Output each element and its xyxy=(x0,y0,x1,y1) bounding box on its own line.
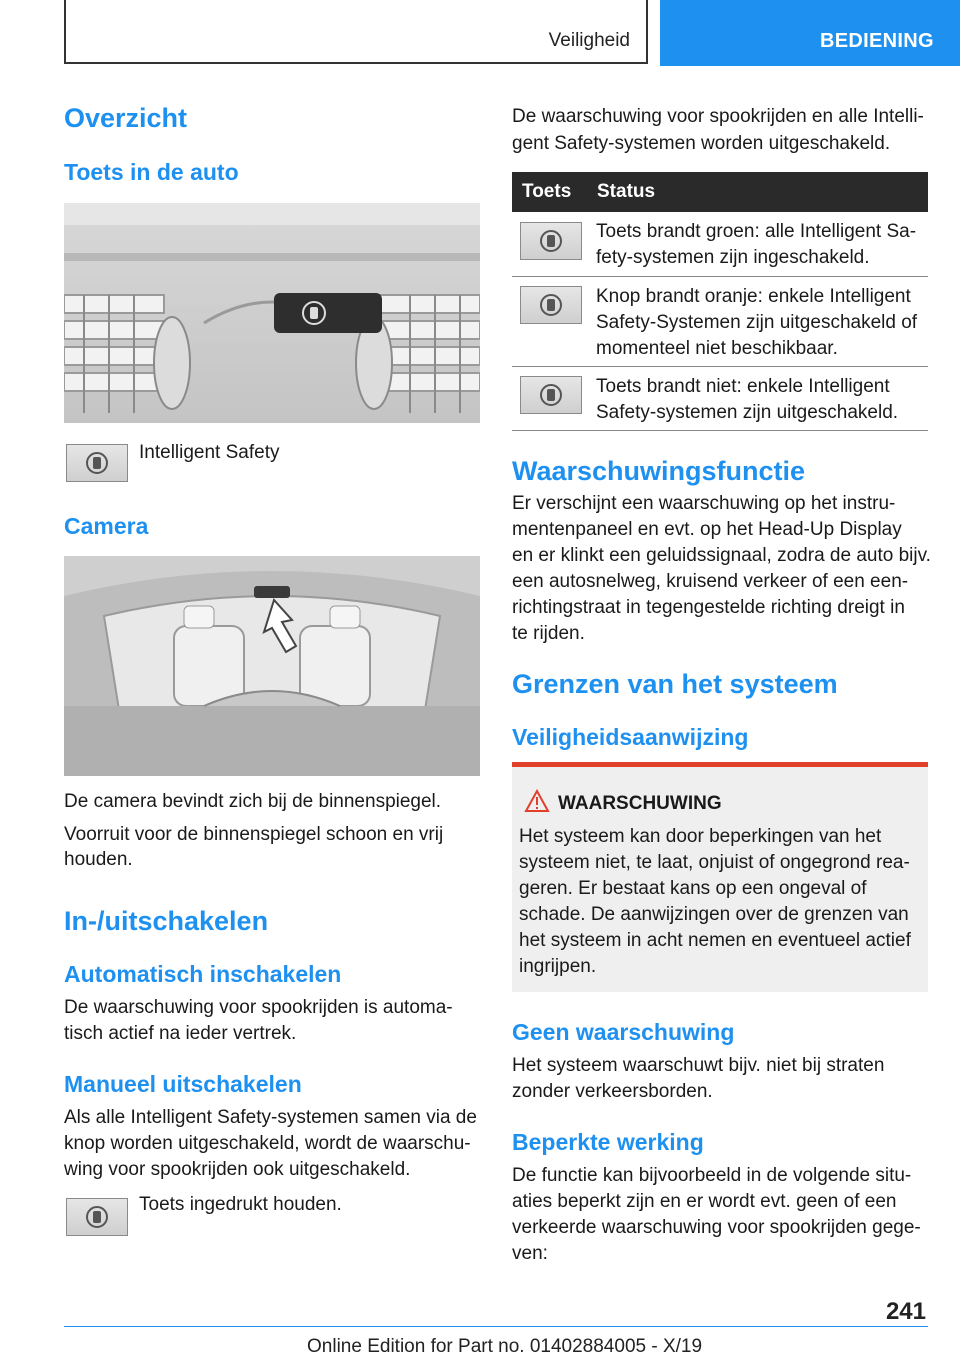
table-row-3-line-1: Toets brandt niet: enkele Intelligent xyxy=(596,376,890,397)
warning-box xyxy=(512,762,928,992)
heading-geen-waarschuwing: Geen waarschuwing xyxy=(512,1019,735,1045)
manueel-line-2: knop worden uitgeschakeld, wordt de waarschu- xyxy=(64,1133,471,1154)
table-col-toets: Toets xyxy=(522,181,572,202)
table-divider xyxy=(512,366,928,367)
geen-line-1: Het systeem waarschuwt bijv. niet bij straten xyxy=(512,1055,885,1076)
heading-in-uitschakelen: In-/uitschakelen xyxy=(64,906,269,936)
waarsch-line-2: mentenpaneel en evt. op het Head-Up Display xyxy=(512,519,902,540)
manueel-line-3: wing voor spookrijden ook uitgeschakeld. xyxy=(64,1159,411,1180)
warning-line-2: systeem niet, te laat, onjuist of ongegrond rea- xyxy=(519,852,910,873)
heading-toets-in-de-auto: Toets in de auto xyxy=(64,159,239,185)
section-title: Veiligheid xyxy=(548,30,630,51)
beperkt-line-3: verkeerde waarschuwing voor spookrijden gege- xyxy=(512,1217,921,1238)
beperkt-line-2: aties beperkt zijn en er wordt evt. geen of een xyxy=(512,1191,897,1212)
page-number: 241 xyxy=(885,1298,926,1325)
table-row-2-line-2: Safety-Systemen zijn uitgeschakeld of xyxy=(596,312,918,333)
table-divider xyxy=(512,430,928,431)
warning-triangle-icon xyxy=(524,789,550,818)
warning-line-5: het systeem in acht nemen en eventueel actief xyxy=(519,930,911,951)
waarsch-line-1: Er verschijnt een waarschuwing op het instru- xyxy=(512,493,896,514)
heading-camera: Camera xyxy=(64,513,149,539)
beperkt-line-4: ven: xyxy=(512,1243,548,1264)
warning-line-1: Het systeem kan door beperkingen van het xyxy=(519,826,882,847)
status-table-header xyxy=(512,172,928,212)
table-row-3-line-2: Safety-systemen zijn uitgeschakeld. xyxy=(596,402,899,423)
heading-veiligheidsaanwijzing: Veiligheidsaanwijzing xyxy=(512,724,749,750)
camera-text-2-line-1: Voorruit voor de binnenspiegel schoon en vrij xyxy=(64,824,444,845)
heading-automatisch-inschakelen: Automatisch inschakelen xyxy=(64,961,342,987)
table-row-1-line-2: fety-systemen zijn ingeschakeld. xyxy=(596,247,870,268)
table-row-2-line-3: momenteel niet beschikbaar. xyxy=(596,338,838,359)
chapter-tab xyxy=(660,0,960,66)
chapter-tab-label: BEDIENING xyxy=(820,30,934,52)
safety-caption: Intelligent Safety xyxy=(139,442,280,463)
auto-in-line-2: tisch actief na ieder vertrek. xyxy=(64,1023,297,1044)
hold-button-icon xyxy=(66,1198,128,1236)
geen-line-2: zonder verkeersborden. xyxy=(512,1081,713,1102)
footer-divider xyxy=(64,1326,928,1327)
intelligent-safety-button-icon xyxy=(66,444,128,482)
waarsch-line-5: richtingstraat in tegengestelde richting dreigt in xyxy=(512,597,905,618)
warning-title: WAARSCHUWING xyxy=(558,793,722,814)
heading-overzicht: Overzicht xyxy=(64,103,188,133)
table-divider xyxy=(512,276,928,277)
button-green-icon xyxy=(520,222,582,260)
heading-waarschuwingsfunctie: Waarschuwingsfunctie xyxy=(512,456,806,486)
button-off-icon xyxy=(520,376,582,414)
heading-beperkte-werking: Beperkte werking xyxy=(512,1129,704,1155)
heading-manueel-uitschakelen: Manueel uitschakelen xyxy=(64,1071,302,1097)
hold-caption: Toets ingedrukt houden. xyxy=(139,1194,342,1215)
warning-line-4: schade. De aanwijzingen over de grenzen van xyxy=(519,904,909,925)
waarsch-line-3: en er klinkt een geluidssignaal, zodra de auto bijv. xyxy=(512,545,931,566)
table-row-1-line-1: Toets brandt groen: alle Intelligent Sa- xyxy=(596,221,917,242)
warning-line-6: ingrijpen. xyxy=(519,956,597,977)
waarsch-line-4: een autosnelweg, kruisend verkeer of een een- xyxy=(512,571,909,592)
heading-grenzen: Grenzen van het systeem xyxy=(512,669,838,699)
camera-interior-illustration xyxy=(64,556,480,776)
manueel-line-1: Als alle Intelligent Safety-systemen samen via de xyxy=(64,1107,477,1128)
camera-text-1: De camera bevindt zich bij de binnenspiegel. xyxy=(64,791,442,812)
button-orange-icon xyxy=(520,286,582,324)
dashboard-button-illustration xyxy=(64,203,480,423)
table-row-2-line-1: Knop brandt oranje: enkele Intelligent xyxy=(596,286,911,307)
footer-edition: Online Edition for Part no. 01402884005 - X/19 xyxy=(307,1336,703,1357)
beperkt-line-1: De functie kan bijvoorbeeld in de volgende situ- xyxy=(512,1165,912,1186)
intro-line-1: De waarschuwing voor spookrijden en alle Intelli- xyxy=(512,106,924,127)
auto-in-line-1: De waarschuwing voor spookrijden is automa- xyxy=(64,997,453,1018)
warning-line-3: geren. Er bestaat kans op een ongeval of xyxy=(519,878,867,899)
camera-text-2-line-2: houden. xyxy=(64,849,133,870)
intro-line-2: gent Safety-systemen worden uitgeschakeld. xyxy=(512,133,891,154)
waarsch-line-6: te rijden. xyxy=(512,623,585,644)
table-col-status: Status xyxy=(597,181,656,202)
